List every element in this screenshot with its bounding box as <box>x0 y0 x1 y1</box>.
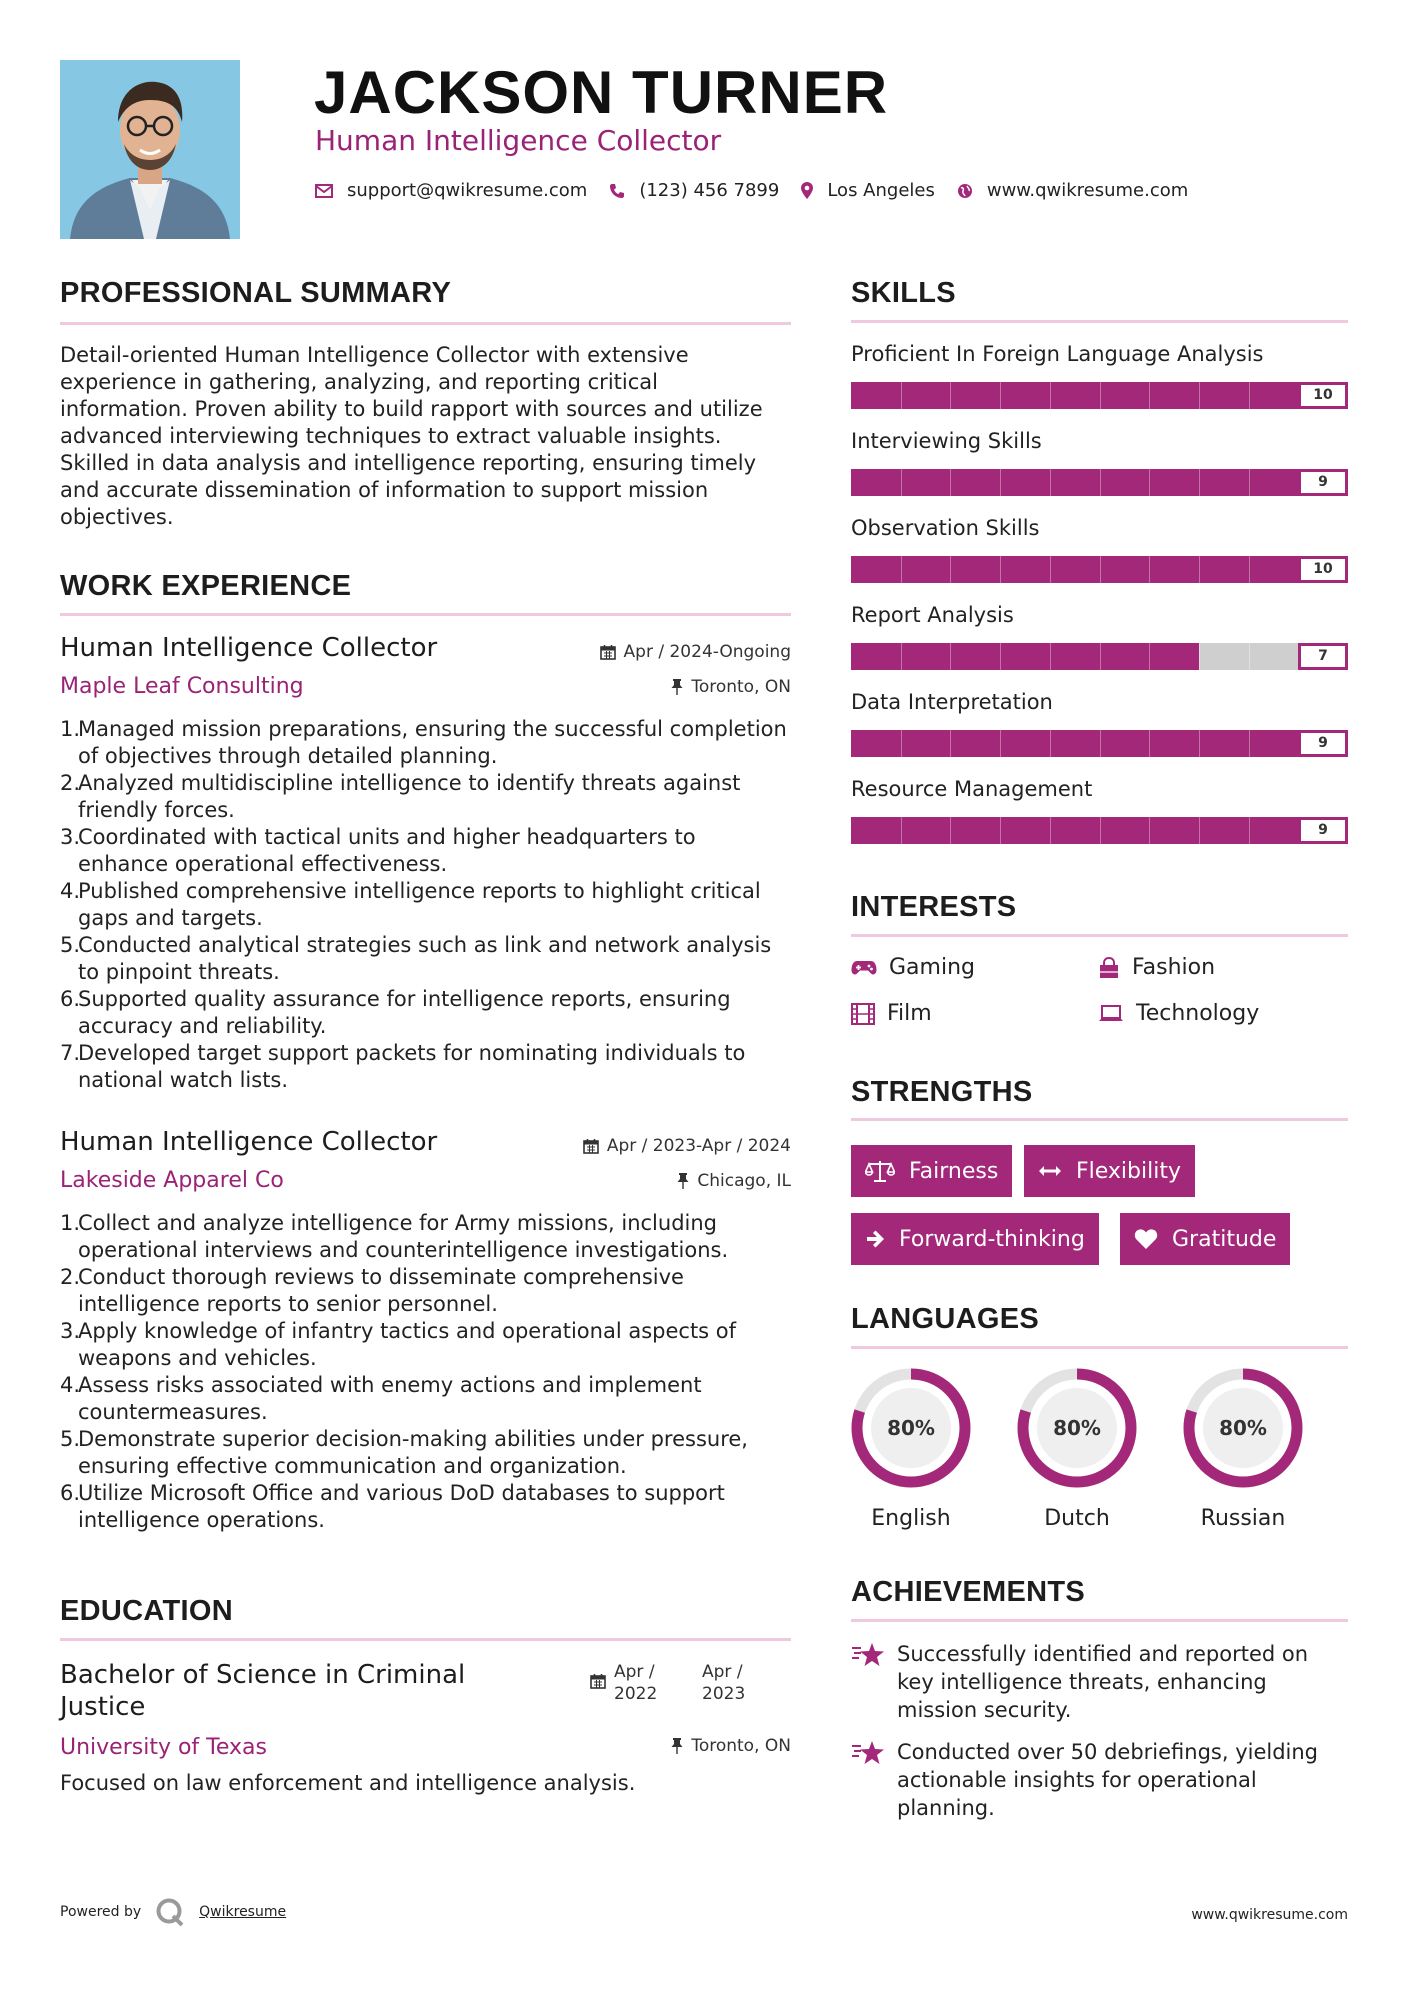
contact-website[interactable]: www.qwikresume.com <box>986 180 1189 201</box>
skill-bar-segment <box>1000 817 1001 844</box>
skill-bar-segment <box>950 382 951 409</box>
skill-bar-segment <box>1149 469 1150 496</box>
skill-bar-segment <box>1100 730 1101 757</box>
skill-bar-segment <box>950 730 951 757</box>
list-item: Apply knowledge of infantry tactics and operational aspects of weapons and vehicles. <box>78 1319 737 1370</box>
list-item: Conducted analytical strategies such as link and network analysis to pinpoint threats. <box>78 933 772 984</box>
achievements-rule <box>851 1619 1348 1622</box>
degree-title: Bachelor of Science in Criminal Justice <box>60 1660 466 1722</box>
skill-bar-segment <box>1100 469 1101 496</box>
strength-label: Gratitude <box>1172 1226 1277 1252</box>
skill-bar-segment <box>1050 817 1051 844</box>
skill-bar-segment <box>901 730 902 757</box>
language-percent: 80% <box>887 1416 935 1440</box>
summary-rule <box>60 322 791 325</box>
language-percent: 80% <box>1219 1416 1267 1440</box>
footer-powered-by <box>60 1897 286 1927</box>
skill-bar-segment <box>1100 817 1101 844</box>
skill-bar-fill <box>851 643 1199 670</box>
skill-bar-segment <box>1050 382 1051 409</box>
skill-bar-segment <box>1249 382 1250 409</box>
skill-bar-segment <box>1050 730 1051 757</box>
experience-heading: WORK EXPERIENCE <box>60 570 352 602</box>
education-location-text: Toronto, ON <box>691 1736 791 1756</box>
job-location-text: Toronto, ON <box>691 677 791 697</box>
skill-bar-segment <box>901 382 902 409</box>
skill-bar-segment <box>1199 469 1200 496</box>
language-item <box>1181 1366 1305 1531</box>
strength-chip <box>1120 1213 1290 1265</box>
summary-heading: PROFESSIONAL SUMMARY <box>60 277 452 309</box>
skill-level: 9 <box>1298 730 1348 757</box>
education-end: Apr / 2023 <box>702 1662 746 1704</box>
list-item: Coordinated with tactical units and higher headquarters to enhance operational effectiveness. <box>78 825 696 876</box>
achievement-text: Successfully identified and reported on key intelligence threats, enhancing mission security. <box>897 1642 1309 1722</box>
skill-label: Observation Skills <box>851 516 1040 540</box>
film-icon <box>851 1003 875 1025</box>
skill-bar-segment <box>1100 643 1101 670</box>
skill-label: Data Interpretation <box>851 690 1053 714</box>
interest-item <box>1098 955 1215 980</box>
qwikresume-link[interactable]: Qwikresume <box>199 1904 287 1920</box>
skill-bar-segment <box>1000 382 1001 409</box>
globe-icon <box>957 183 973 199</box>
job-location <box>671 677 791 697</box>
envelope-icon <box>315 184 333 198</box>
skill-bar-segment <box>1000 730 1001 757</box>
education-dates <box>590 1661 762 1705</box>
skill-bar <box>851 556 1348 583</box>
skill-label: Report Analysis <box>851 603 1014 627</box>
skill-bar-segment <box>1199 556 1200 583</box>
skill-bar-segment <box>1100 556 1101 583</box>
skill-bar-segment <box>1199 382 1200 409</box>
skill-level: 9 <box>1298 817 1348 844</box>
job-dates <box>600 642 791 662</box>
skill-bar-segment <box>950 817 951 844</box>
shopping-bag-icon <box>1098 957 1120 979</box>
list-item: Collect and analyze intelligence for Army missions, including operational interviews and counterintelligence investigations. <box>78 1211 729 1262</box>
skill-bar-segment <box>1249 643 1250 670</box>
job-title: Human Intelligence Collector <box>60 1127 438 1157</box>
job-duties-list <box>60 716 791 1094</box>
calendar-icon <box>590 1673 606 1689</box>
skill-bar-segment <box>1249 469 1250 496</box>
gamepad-icon <box>851 960 877 976</box>
contact-phone[interactable]: (123) 456 7899 <box>639 180 780 201</box>
qwikresume-logo-icon <box>155 1897 185 1927</box>
education-description: Focused on law enforcement and intelligence analysis. <box>60 1771 636 1795</box>
job-duties-list <box>60 1210 791 1534</box>
powered-by-label: Powered by <box>60 1904 142 1920</box>
strengths-rule <box>851 1118 1348 1121</box>
language-name: Dutch <box>1044 1506 1110 1531</box>
job-dates-text: Apr / 2024-Ongoing <box>623 642 791 662</box>
contact-email[interactable]: support@qwikresume.com <box>347 180 588 201</box>
interest-item <box>851 955 975 980</box>
skill-bar <box>851 469 1348 496</box>
company-name: Maple Leaf Consulting <box>60 674 304 699</box>
interests-rule <box>851 934 1348 937</box>
skill-bar-segment <box>950 556 951 583</box>
skill-bar-segment <box>901 817 902 844</box>
language-item <box>1015 1366 1139 1531</box>
strength-label: Flexibility <box>1076 1158 1181 1184</box>
list-item: Supported quality assurance for intelligence reports, ensuring accuracy and reliability. <box>78 987 731 1038</box>
list-item: Assess risks associated with enemy actions and implement countermeasures. <box>78 1373 702 1424</box>
shooting-star-icon <box>851 1738 885 1822</box>
skill-bar <box>851 730 1348 757</box>
skill-bar-fill <box>851 730 1298 757</box>
list-item: Published comprehensive intelligence reports to highlight critical gaps and targets. <box>78 879 761 930</box>
list-item: Demonstrate superior decision-making abilities under pressure, ensuring effective communication and organization. <box>78 1427 748 1478</box>
skills-heading: SKILLS <box>851 277 956 309</box>
shooting-star-icon <box>851 1640 885 1724</box>
strength-chip <box>851 1213 1099 1265</box>
heart-icon <box>1134 1228 1158 1250</box>
education-start: Apr / 2022 <box>614 1662 658 1704</box>
skill-level: 7 <box>1298 643 1348 670</box>
skill-bar-segment <box>901 469 902 496</box>
skill-level: 9 <box>1298 469 1348 496</box>
skill-level: 10 <box>1298 382 1348 409</box>
profile-photo <box>60 60 240 239</box>
interests-heading: INTERESTS <box>851 891 1017 923</box>
skill-bar-segment <box>1000 469 1001 496</box>
skill-bar-fill <box>851 469 1298 496</box>
pushpin-icon <box>671 1738 683 1754</box>
interest-item <box>1098 1001 1259 1026</box>
candidate-role: Human Intelligence Collector <box>315 124 722 157</box>
interest-label: Fashion <box>1132 955 1216 980</box>
interest-item <box>851 1001 932 1026</box>
interest-label: Gaming <box>889 955 975 980</box>
job-title: Human Intelligence Collector <box>60 633 438 663</box>
skill-bar-segment <box>1249 817 1250 844</box>
calendar-icon <box>600 644 616 660</box>
job-location-text: Chicago, IL <box>697 1171 791 1191</box>
language-percent: 80% <box>1053 1416 1101 1440</box>
skill-bar-fill <box>851 817 1298 844</box>
languages-heading: LANGUAGES <box>851 1303 1039 1335</box>
candidate-name: JACKSON TURNER <box>314 59 889 126</box>
skill-bar <box>851 817 1348 844</box>
interest-label: Technology <box>1136 1001 1260 1026</box>
arrow-right-icon <box>865 1229 885 1249</box>
job-location <box>677 1171 791 1191</box>
skills-rule <box>851 320 1348 323</box>
skill-bar-segment <box>1199 817 1200 844</box>
achievement-item <box>851 1640 1348 1724</box>
company-name: Lakeside Apparel Co <box>60 1168 284 1193</box>
skill-bar-segment <box>1050 643 1051 670</box>
skill-bar-segment <box>1149 643 1150 670</box>
skill-label: Proficient In Foreign Language Analysis <box>851 342 1264 366</box>
contact-location: Los Angeles <box>827 180 935 201</box>
strength-chip <box>851 1145 1012 1197</box>
skill-bar-segment <box>1149 817 1150 844</box>
summary-text: Detail-oriented Human Intelligence Collector with extensive experience in gathering, analyzing, and reporting critical information. Proven ability to build rapport with sources and utilize advanced interviewing techniques to extract valuable insights. Skilled in data analysis and intelligence reporting, ensuring timely and accurate dissemination of information to support mission objectives. <box>60 343 763 529</box>
laptop-icon <box>1098 1005 1124 1023</box>
languages-rule <box>851 1346 1348 1349</box>
skill-label: Interviewing Skills <box>851 429 1042 453</box>
pushpin-icon <box>677 1173 689 1189</box>
skill-bar-segment <box>950 643 951 670</box>
skill-bar-segment <box>1199 730 1200 757</box>
strength-label: Forward-thinking <box>899 1226 1085 1252</box>
achievements-heading: ACHIEVEMENTS <box>851 1576 1086 1608</box>
skill-bar-segment <box>1249 730 1250 757</box>
achievement-item <box>851 1738 1348 1822</box>
skill-bar <box>851 382 1348 409</box>
skill-bar-segment <box>1149 382 1150 409</box>
list-item: Utilize Microsoft Office and various DoD databases to support intelligence operations. <box>78 1481 725 1532</box>
school-name: University of Texas <box>60 1735 267 1760</box>
list-item: Developed target support packets for nominating individuals to national watch lists. <box>78 1041 746 1092</box>
phone-icon <box>609 183 625 199</box>
footer-website[interactable]: www.qwikresume.com <box>1191 1907 1348 1923</box>
skill-bar-segment <box>1000 556 1001 583</box>
list-item: Analyzed multidiscipline intelligence to identify threats against friendly forces. <box>78 771 741 822</box>
experience-rule <box>60 613 791 616</box>
skill-level: 10 <box>1298 556 1348 583</box>
skill-bar-segment <box>1050 556 1051 583</box>
strength-label: Fairness <box>909 1158 999 1184</box>
list-item: Conduct thorough reviews to disseminate comprehensive intelligence reports to senior personnel. <box>78 1265 684 1316</box>
skill-bar <box>851 643 1348 670</box>
skill-bar-segment <box>1100 382 1101 409</box>
skill-bar-segment <box>950 469 951 496</box>
skill-bar-segment <box>901 643 902 670</box>
strengths-heading: STRENGTHS <box>851 1076 1033 1108</box>
skill-bar-segment <box>1050 469 1051 496</box>
language-name: Russian <box>1200 1506 1286 1531</box>
education-location <box>671 1736 791 1756</box>
language-item <box>849 1366 973 1531</box>
skill-label: Resource Management <box>851 777 1093 801</box>
education-rule <box>60 1638 791 1641</box>
skill-bar-segment <box>1149 730 1150 757</box>
job-dates-text: Apr / 2023-Apr / 2024 <box>606 1136 791 1156</box>
skill-bar-segment <box>1199 643 1200 670</box>
strength-chip <box>1024 1145 1195 1197</box>
language-name: English <box>871 1506 951 1531</box>
list-item: Managed mission preparations, ensuring the successful completion of objectives through detailed planning. <box>78 717 787 768</box>
balance-scale-icon <box>865 1159 895 1183</box>
pushpin-icon <box>671 679 683 695</box>
achievement-text: Conducted over 50 debriefings, yielding actionable insights for operational planning. <box>897 1740 1319 1820</box>
skill-bar-segment <box>1000 643 1001 670</box>
interest-label: Film <box>887 1001 932 1026</box>
education-heading: EDUCATION <box>60 1595 233 1627</box>
skill-bar-segment <box>901 556 902 583</box>
calendar-icon <box>583 1138 599 1154</box>
contact-bar <box>315 180 1210 201</box>
job-dates <box>583 1136 791 1156</box>
skill-bar-segment <box>1249 556 1250 583</box>
map-pin-icon <box>801 182 813 199</box>
skill-bar-segment <box>1149 556 1150 583</box>
arrows-horizontal-icon <box>1038 1164 1062 1178</box>
